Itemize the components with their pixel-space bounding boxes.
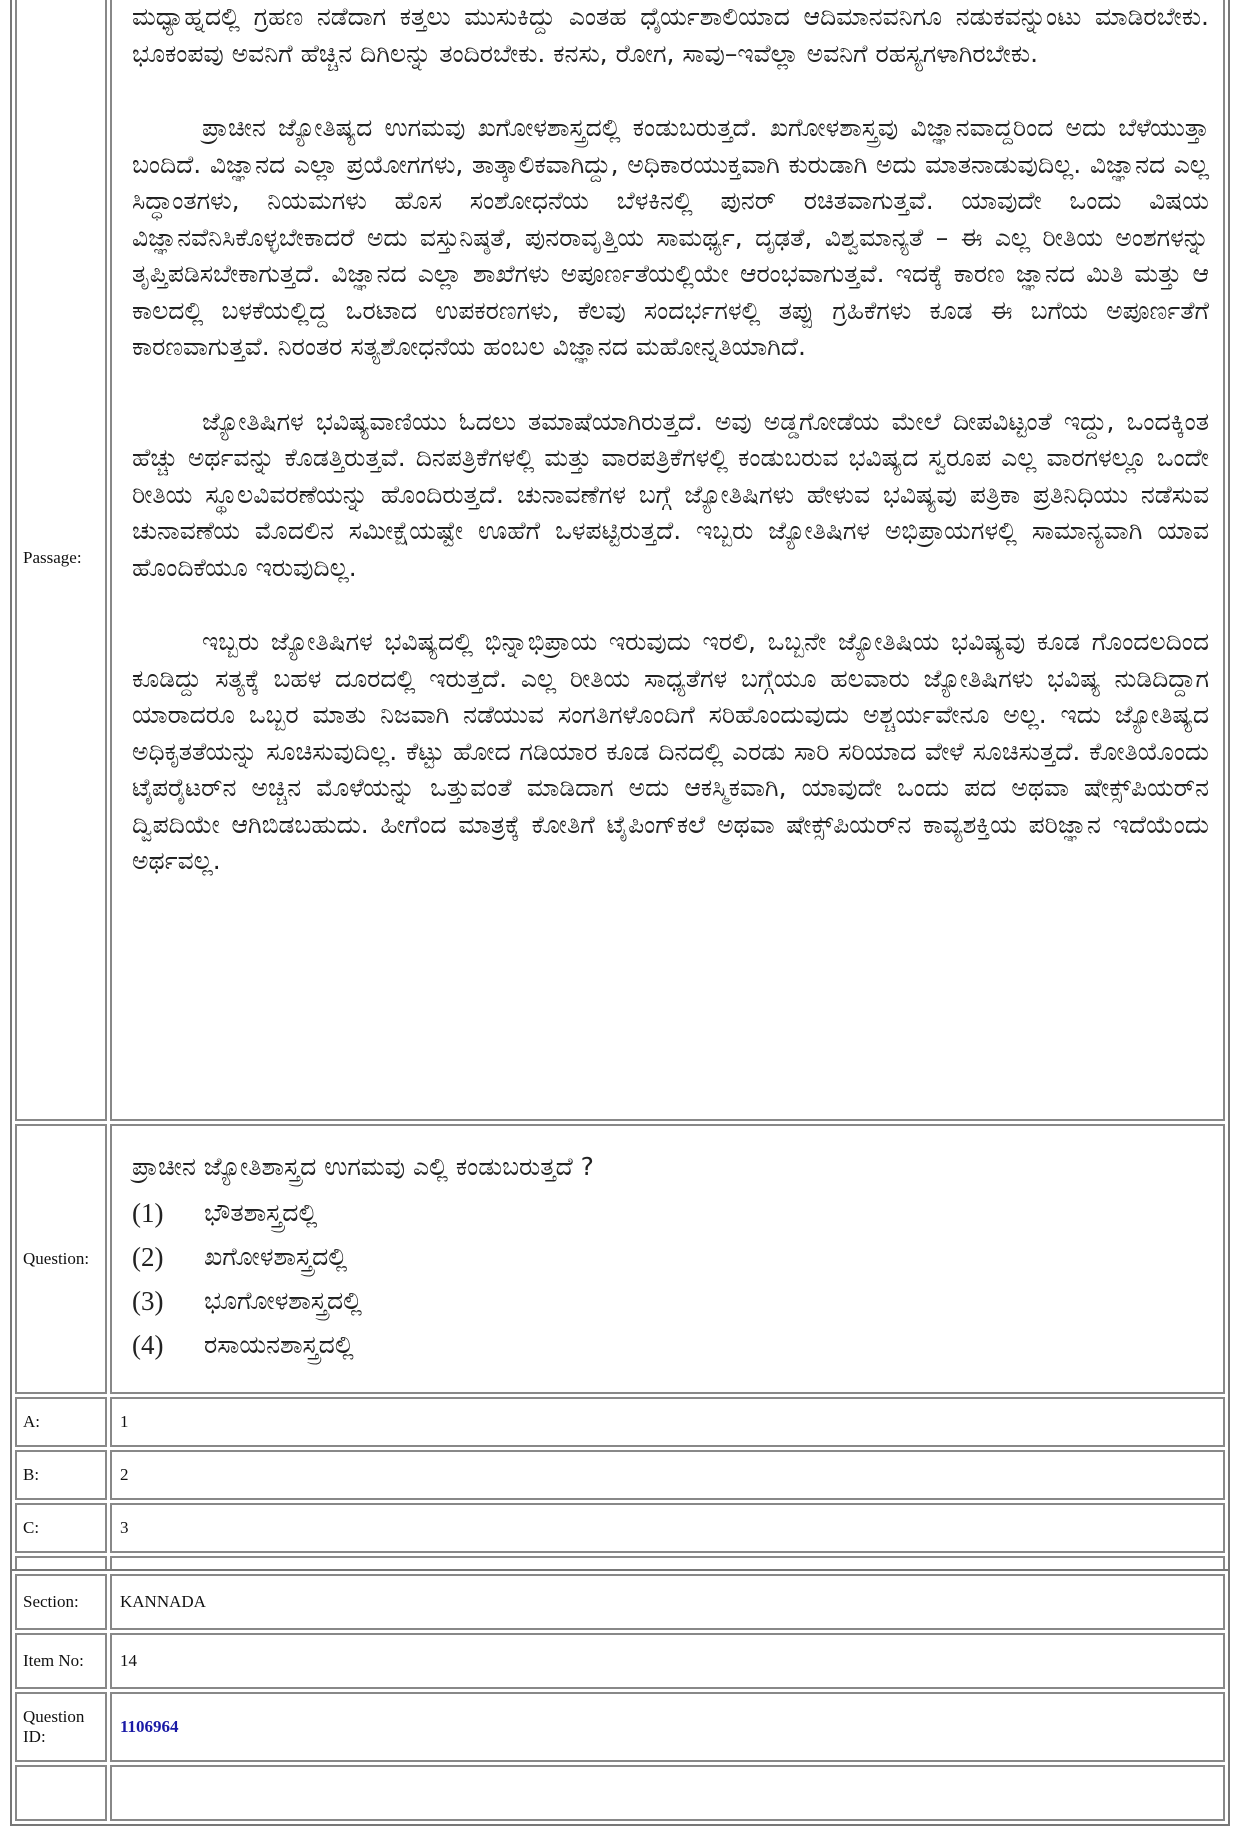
section-label: Section: — [15, 1574, 107, 1630]
question-table — [10, 0, 1230, 1611]
passage-paragraph-1: ಮಧ್ಯಾಹ್ನದಲ್ಲಿ ಗ್ರಹಣ ನಡೆದಾಗ ಕತ್ತಲು ಮುಸುಕಿದ್ದು ಎಂತಹ ಧೈರ್ಯಶಾಲಿಯಾದ ಆದಿಮಾನವನಿಗೂ ನಡುಕವನ್ನುಂಟು ಮಾಡಿರಬೇಕು. ಭೂಕಂಪವು ಅವನಿಗೆ ಹೆಚ್ಚಿನ ದಿಗಿಲನ್ನು ತಂದಿರಬೇಕು. ಕನಸು, ರೋಗ, ಸಾವು–ಇವೆಲ್ಲಾ ಅವನಿಗೆ ರಹಸ್ಯಗಳಾಗಿರಬೇಕು. — [132, 2, 1209, 68]
next-row — [15, 1765, 1225, 1821]
option-4-text: ರಸಾಯನಶಾಸ್ತ್ರದಲ್ಲಿ — [204, 1330, 354, 1359]
item-no-label: Item No: — [15, 1633, 107, 1689]
answer-value-a: 1 — [110, 1397, 1225, 1447]
item-no-row — [15, 1633, 1225, 1689]
option-3-number: (3) — [132, 1286, 164, 1316]
question-content — [110, 1124, 1225, 1394]
answer-label-a: A: — [15, 1397, 107, 1447]
passage-paragraph-4: ಇಬ್ಬರು ಜ್ಯೋತಿಷಿಗಳ ಭವಿಷ್ಯದಲ್ಲಿ ಭಿನ್ನಾಭಿಪ್ರಾಯ ಇರುವುದು ಇರಲಿ, ಒಬ್ಬನೇ ಜ್ಯೋತಿಷಿಯ ಭವಿಷ್ಯವು ಕೂಡ ಗೊಂದಲದಿಂದ ಕೂಡಿದ್ದು ಸತ್ಯಕ್ಕೆ ಬಹಳ ದೂರದಲ್ಲಿ ಇರುತ್ತದೆ. ಎಲ್ಲ ರೀತಿಯ ಸಾಧ್ಯತೆಗಳ ಬಗ್ಗೆಯೂ ಹಲವಾರು ಜ್ಯೋತಿಷಿಗಳು ಭವಿಷ್ಯ ನುಡಿದಿದ್ದಾಗ ಯಾರಾದರೂ ಒಬ್ಬರ ಮಾತು ನಿಜವಾಗಿ ನಡೆಯುವ ಸಂಗತಿಗಳೊಂದಿಗೆ ಸರಿಹೊಂದುವುದು ಅಶ್ಚರ್ಯವೇನೂ ಅಲ್ಲ. ಇದು ಜ್ಯೋತಿಷ್ಯದ ಅಧಿಕೃತತೆಯನ್ನು ಸೂಚಿಸುವುದಿಲ್ಲ. ಕೆಟ್ಟು ಹೋದ ಗಡಿಯಾರ ಕೂಡ ದಿನದಲ್ಲಿ ಎರಡು ಸಾರಿ ಸರಿಯಾದ ವೇಳೆ ಸೂಚಿಸುತ್ತದೆ. ಕೋತಿಯೊಂದು ಟೈಪರೈಟರ್‌ನ ಅಚ್ಚಿನ ಮೊಳೆಯನ್ನು ಒತ್ತುವಂತೆ ಮಾಡಿದಾಗ ಅದು ಆಕಸ್ಮಿಕವಾಗಿ, ಯಾವುದೇ ಒಂದು ಪದ ಅಥವಾ ಷೇಕ್ಸ್‌ಪಿಯರ್‌ನ ದ್ವಿಪದಿಯೇ ಆಗಿಬಿಡಬಹುದು. ಹೀಗೆಂದ ಮಾತ್ರಕ್ಕೆ ಕೋತಿಗೆ ಟೈಪಿಂಗ್‌ಕಲೆ ಅಥವಾ ಷೇಕ್ಸ್‌ಪಿಯರ್‌ನ ಕಾವ್ಯಶಕ್ತಿಯ ಪರಿಜ್ಞಾನ ಇದೆಯೆಂದು ಅರ್ಥವಲ್ಲ. — [132, 627, 1209, 875]
option-1 — [132, 1191, 1203, 1235]
passage-row — [15, 0, 1225, 1121]
passage-label: Passage: — [15, 0, 107, 1121]
section-row — [15, 1574, 1225, 1630]
option-3-text: ಭೂಗೋಳಶಾಸ್ತ್ರದಲ್ಲಿ — [204, 1286, 363, 1315]
option-4-number: (4) — [132, 1330, 164, 1360]
next-row-value — [110, 1765, 1225, 1821]
metadata-table — [10, 1569, 1230, 1826]
passage-paragraph-2: ಪ್ರಾಚೀನ ಜ್ಯೋತಿಷ್ಯದ ಉಗಮವು ಖಗೋಳಶಾಸ್ತ್ರದಲ್ಲಿ ಕಂಡುಬರುತ್ತದೆ. ಖಗೋಳಶಾಸ್ತ್ರವು ವಿಜ್ಞಾನವಾದ್ದರಿಂದ ಅದು ಬೆಳೆಯುತ್ತಾ ಬಂದಿದೆ. ವಿಜ್ಞಾನದ ಎಲ್ಲಾ ಪ್ರಯೋಗಗಳು, ತಾತ್ಕಾಲಿಕವಾಗಿದ್ದು, ಅಧಿಕಾರಯುಕ್ತವಾಗಿ ಕುರುಡಾಗಿ ಅದು ಮಾತನಾಡುವುದಿಲ್ಲ. ವಿಜ್ಞಾನದ ಎಲ್ಲ ಸಿದ್ಧಾಂತಗಳು, ನಿಯಮಗಳು ಹೊಸ ಸಂಶೋಧನೆಯ ಬೆಳಕಿನಲ್ಲಿ ಪುನರ್ ರಚಿತವಾಗುತ್ತವೆ. ಯಾವುದೇ ಒಂದು ವಿಷಯ ವಿಜ್ಞಾನವೆನಿಸಿಕೊಳ್ಳಬೇಕಾದರೆ ಅದು ವಸ್ತುನಿಷ್ಠತೆ, ಪುನರಾವೃತ್ತಿಯ ಸಾಮರ್ಥ್ಯ, ದೃಢತೆ, ವಿಶ್ವಮಾನ್ಯತೆ – ಈ ಎಲ್ಲ ರೀತಿಯ ಅಂಶಗಳನ್ನು ತೃಪ್ತಿಪಡಿಸಬೇಕಾಗುತ್ತದೆ. ವಿಜ್ಞಾನದ ಎಲ್ಲಾ ಶಾಖೆಗಳು ಅಪೂರ್ಣತೆಯಲ್ಲಿಯೇ ಆರಂಭವಾಗುತ್ತವೆ. ಇದಕ್ಕೆ ಕಾರಣ ಜ್ಞಾನದ ಮಿತಿ ಮತ್ತು ಆ ಕಾಲದಲ್ಲಿ ಬಳಕೆಯಲ್ಲಿದ್ದ ಒರಟಾದ ಉಪಕರಣಗಳು, ಕೆಲವು ಸಂದರ್ಭಗಳಲ್ಲಿ ತಪ್ಪು ಗ್ರಹಿಕೆಗಳು ಕೂಡ ಈ ಬಗೆಯ ಅಪೂರ್ಣತೆಗೆ ಕಾರಣವಾಗುತ್ತವೆ. ನಿರಂತರ ಸತ್ಯಶೋಧನೆಯ ಹಂಬಲ ವಿಜ್ಞಾನದ ಮಹೋನ್ನತಿಯಾಗಿದೆ. — [132, 113, 1209, 361]
answer-row-b — [15, 1450, 1225, 1500]
item-no-value: 14 — [110, 1633, 1225, 1689]
question-text: ಪ್ರಾಚೀನ ಜ್ಯೋತಿಶಾಸ್ತ್ರದ ಉಗಮವು ಎಲ್ಲಿ ಕಂಡುಬರುತ್ತದೆ ? — [132, 1152, 594, 1181]
passage-content — [110, 0, 1225, 1121]
option-4 — [132, 1323, 1203, 1367]
answer-row-a — [15, 1397, 1225, 1447]
next-row-label — [15, 1765, 107, 1821]
question-id-label: Question ID: — [15, 1692, 107, 1762]
option-2-number: (2) — [132, 1242, 164, 1272]
answer-value-c: 3 — [110, 1503, 1225, 1553]
section-value: KANNADA — [110, 1574, 1225, 1630]
question-id-value[interactable]: 1106964 — [110, 1692, 1225, 1762]
option-2-text: ಖಗೋಳಶಾಸ್ತ್ರದಲ್ಲಿ — [204, 1242, 348, 1271]
answer-value-b: 2 — [110, 1450, 1225, 1500]
option-1-number: (1) — [132, 1198, 164, 1228]
option-2 — [132, 1235, 1203, 1279]
answer-label-b: B: — [15, 1450, 107, 1500]
option-3 — [132, 1279, 1203, 1323]
question-label: Question: — [15, 1124, 107, 1394]
option-1-text: ಭೌತಶಾಸ್ತ್ರದಲ್ಲಿ — [204, 1198, 318, 1227]
passage-paragraph-3: ಜ್ಯೋತಿಷಿಗಳ ಭವಿಷ್ಯವಾಣಿಯು ಓದಲು ತಮಾಷೆಯಾಗಿರುತ್ತದೆ. ಅವು ಅಡ್ಡಗೋಡೆಯ ಮೇಲೆ ದೀಪವಿಟ್ಟಂತೆ ಇದ್ದು, ಒಂದಕ್ಕಿಂತ ಹೆಚ್ಚು ಅರ್ಥವನ್ನು ಕೊಡತ್ತಿರುತ್ತವೆ. ದಿನಪತ್ರಿಕೆಗಳಲ್ಲಿ ಮತ್ತು ವಾರಪತ್ರಿಕೆಗಳಲ್ಲಿ ಕಂಡುಬರುವ ಭವಿಷ್ಯದ ಸ್ವರೂಪ ಎಲ್ಲ ವಾರಗಳಲ್ಲೂ ಒಂದೇ ರೀತಿಯ ಸ್ಥೂಲವಿವರಣೆಯನ್ನು ಹೊಂದಿರುತ್ತದೆ. ಚುನಾವಣೆಗಳ ಬಗ್ಗೆ ಜ್ಯೋತಿಷಿಗಳು ಹೇಳುವ ಭವಿಷ್ಯವು ಪತ್ರಿಕಾ ಪ್ರತಿನಿಧಿಯು ನಡೆಸುವ ಚುನಾವಣೆಯ ಮೊದಲಿನ ಸಮೀಕ್ಷೆಯಷ್ಟೇ ಊಹೆಗೆ ಒಳಪಟ್ಟಿರುತ್ತದೆ. ಇಬ್ಬರು ಜ್ಯೋತಿಷಿಗಳ ಅಭಿಪ್ರಾಯಗಳಲ್ಲಿ ಸಾಮಾನ್ಯವಾಗಿ ಯಾವ ಹೊಂದಿಕೆಯೂ ಇರುವುದಿಲ್ಲ. — [132, 406, 1209, 582]
question-row — [15, 1124, 1225, 1394]
question-id-row — [15, 1692, 1225, 1762]
answer-label-c: C: — [15, 1503, 107, 1553]
answer-row-c — [15, 1503, 1225, 1553]
